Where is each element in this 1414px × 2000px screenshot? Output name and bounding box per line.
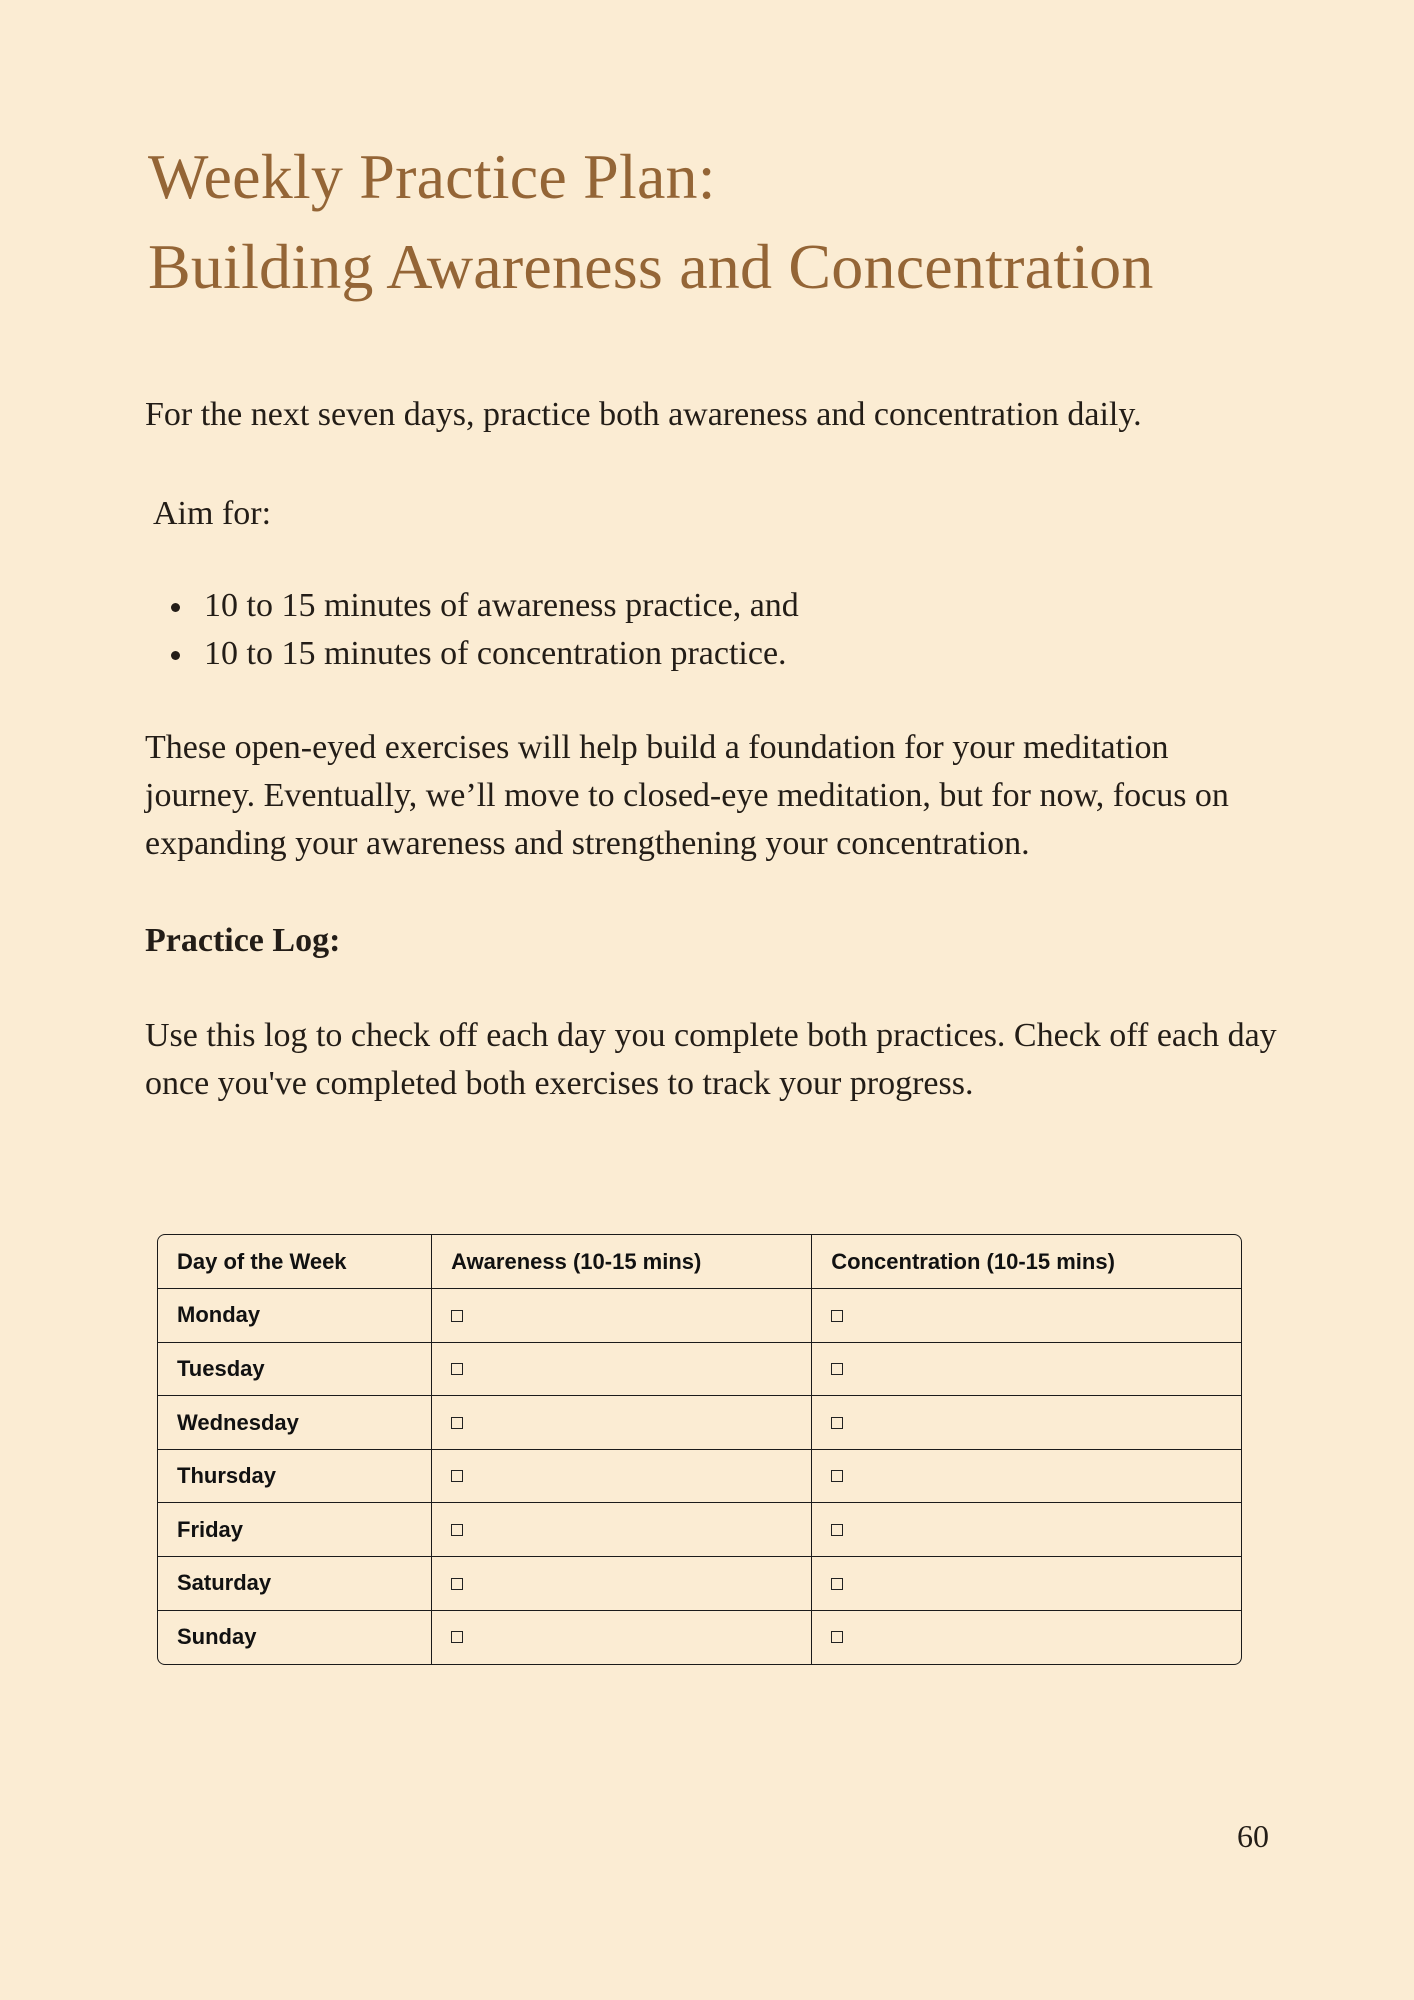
day-cell: Monday [158,1289,432,1343]
table-header-row [158,1235,1241,1289]
awareness-cell [432,1557,812,1611]
aim-label: Aim for: [153,495,272,532]
column-header-day: Day of the Week [158,1235,432,1289]
table-row [158,1396,1241,1450]
concentration-cell [812,1289,1241,1343]
awareness-cell [432,1449,812,1503]
awareness-cell [432,1342,812,1396]
day-cell: Sunday [158,1610,432,1664]
intro-text: For the next seven days, practice both awareness and concentration daily. [145,396,1142,433]
table-row [158,1557,1241,1611]
concentration-cell [812,1610,1241,1664]
awareness-checkbox[interactable] [451,1578,463,1590]
list-item-text: 10 to 15 minutes of awareness practice, and [204,587,799,624]
awareness-checkbox[interactable] [451,1310,463,1322]
table-row [158,1289,1241,1343]
concentration-cell [812,1449,1241,1503]
day-cell: Thursday [158,1449,432,1503]
concentration-cell [812,1342,1241,1396]
day-cell: Wednesday [158,1396,432,1450]
practice-log-description: Use this log to check off each day you complete both practices. Check off each day once you've completed both exercises to track your progress. [145,1017,1277,1102]
table-row [158,1342,1241,1396]
concentration-checkbox[interactable] [831,1578,843,1590]
table-row [158,1503,1241,1557]
awareness-cell [432,1396,812,1450]
concentration-checkbox[interactable] [831,1524,843,1536]
column-header-awareness: Awareness (10-15 mins) [432,1235,812,1289]
list-item-text: 10 to 15 minutes of concentration practice. [204,635,787,672]
page-title [148,132,1154,312]
concentration-checkbox[interactable] [831,1470,843,1482]
column-header-concentration: Concentration (10-15 mins) [812,1235,1241,1289]
awareness-checkbox[interactable] [451,1417,463,1429]
concentration-checkbox[interactable] [831,1417,843,1429]
table-row [158,1610,1241,1664]
concentration-checkbox[interactable] [831,1310,843,1322]
awareness-checkbox[interactable] [451,1631,463,1643]
bullet-icon [171,651,180,660]
table-row [158,1449,1241,1503]
awareness-cell [432,1503,812,1557]
concentration-cell [812,1503,1241,1557]
practice-goals-list [163,582,799,678]
awareness-cell [432,1610,812,1664]
awareness-checkbox[interactable] [451,1363,463,1375]
concentration-cell [812,1396,1241,1450]
awareness-cell [432,1289,812,1343]
title-line-1: Weekly Practice Plan: [148,141,716,212]
bullet-icon [171,603,180,612]
list-item [163,582,799,630]
day-cell: Saturday [158,1557,432,1611]
page-number: 60 [1237,1818,1269,1854]
day-cell: Friday [158,1503,432,1557]
practice-log-heading: Practice Log: [145,922,341,959]
list-item [163,630,799,678]
concentration-checkbox[interactable] [831,1631,843,1643]
awareness-checkbox[interactable] [451,1470,463,1482]
description-paragraph: These open-eyed exercises will help build a foundation for your meditation journey. Eventually, we’ll move to closed-eye meditation, but for now, focus on expanding your awareness and strengthening your concentration. [145,729,1229,862]
awareness-checkbox[interactable] [451,1524,463,1536]
concentration-checkbox[interactable] [831,1363,843,1375]
day-cell: Tuesday [158,1342,432,1396]
title-line-2: Building Awareness and Concentration [148,231,1154,302]
concentration-cell [812,1557,1241,1611]
practice-log-table [157,1234,1242,1665]
